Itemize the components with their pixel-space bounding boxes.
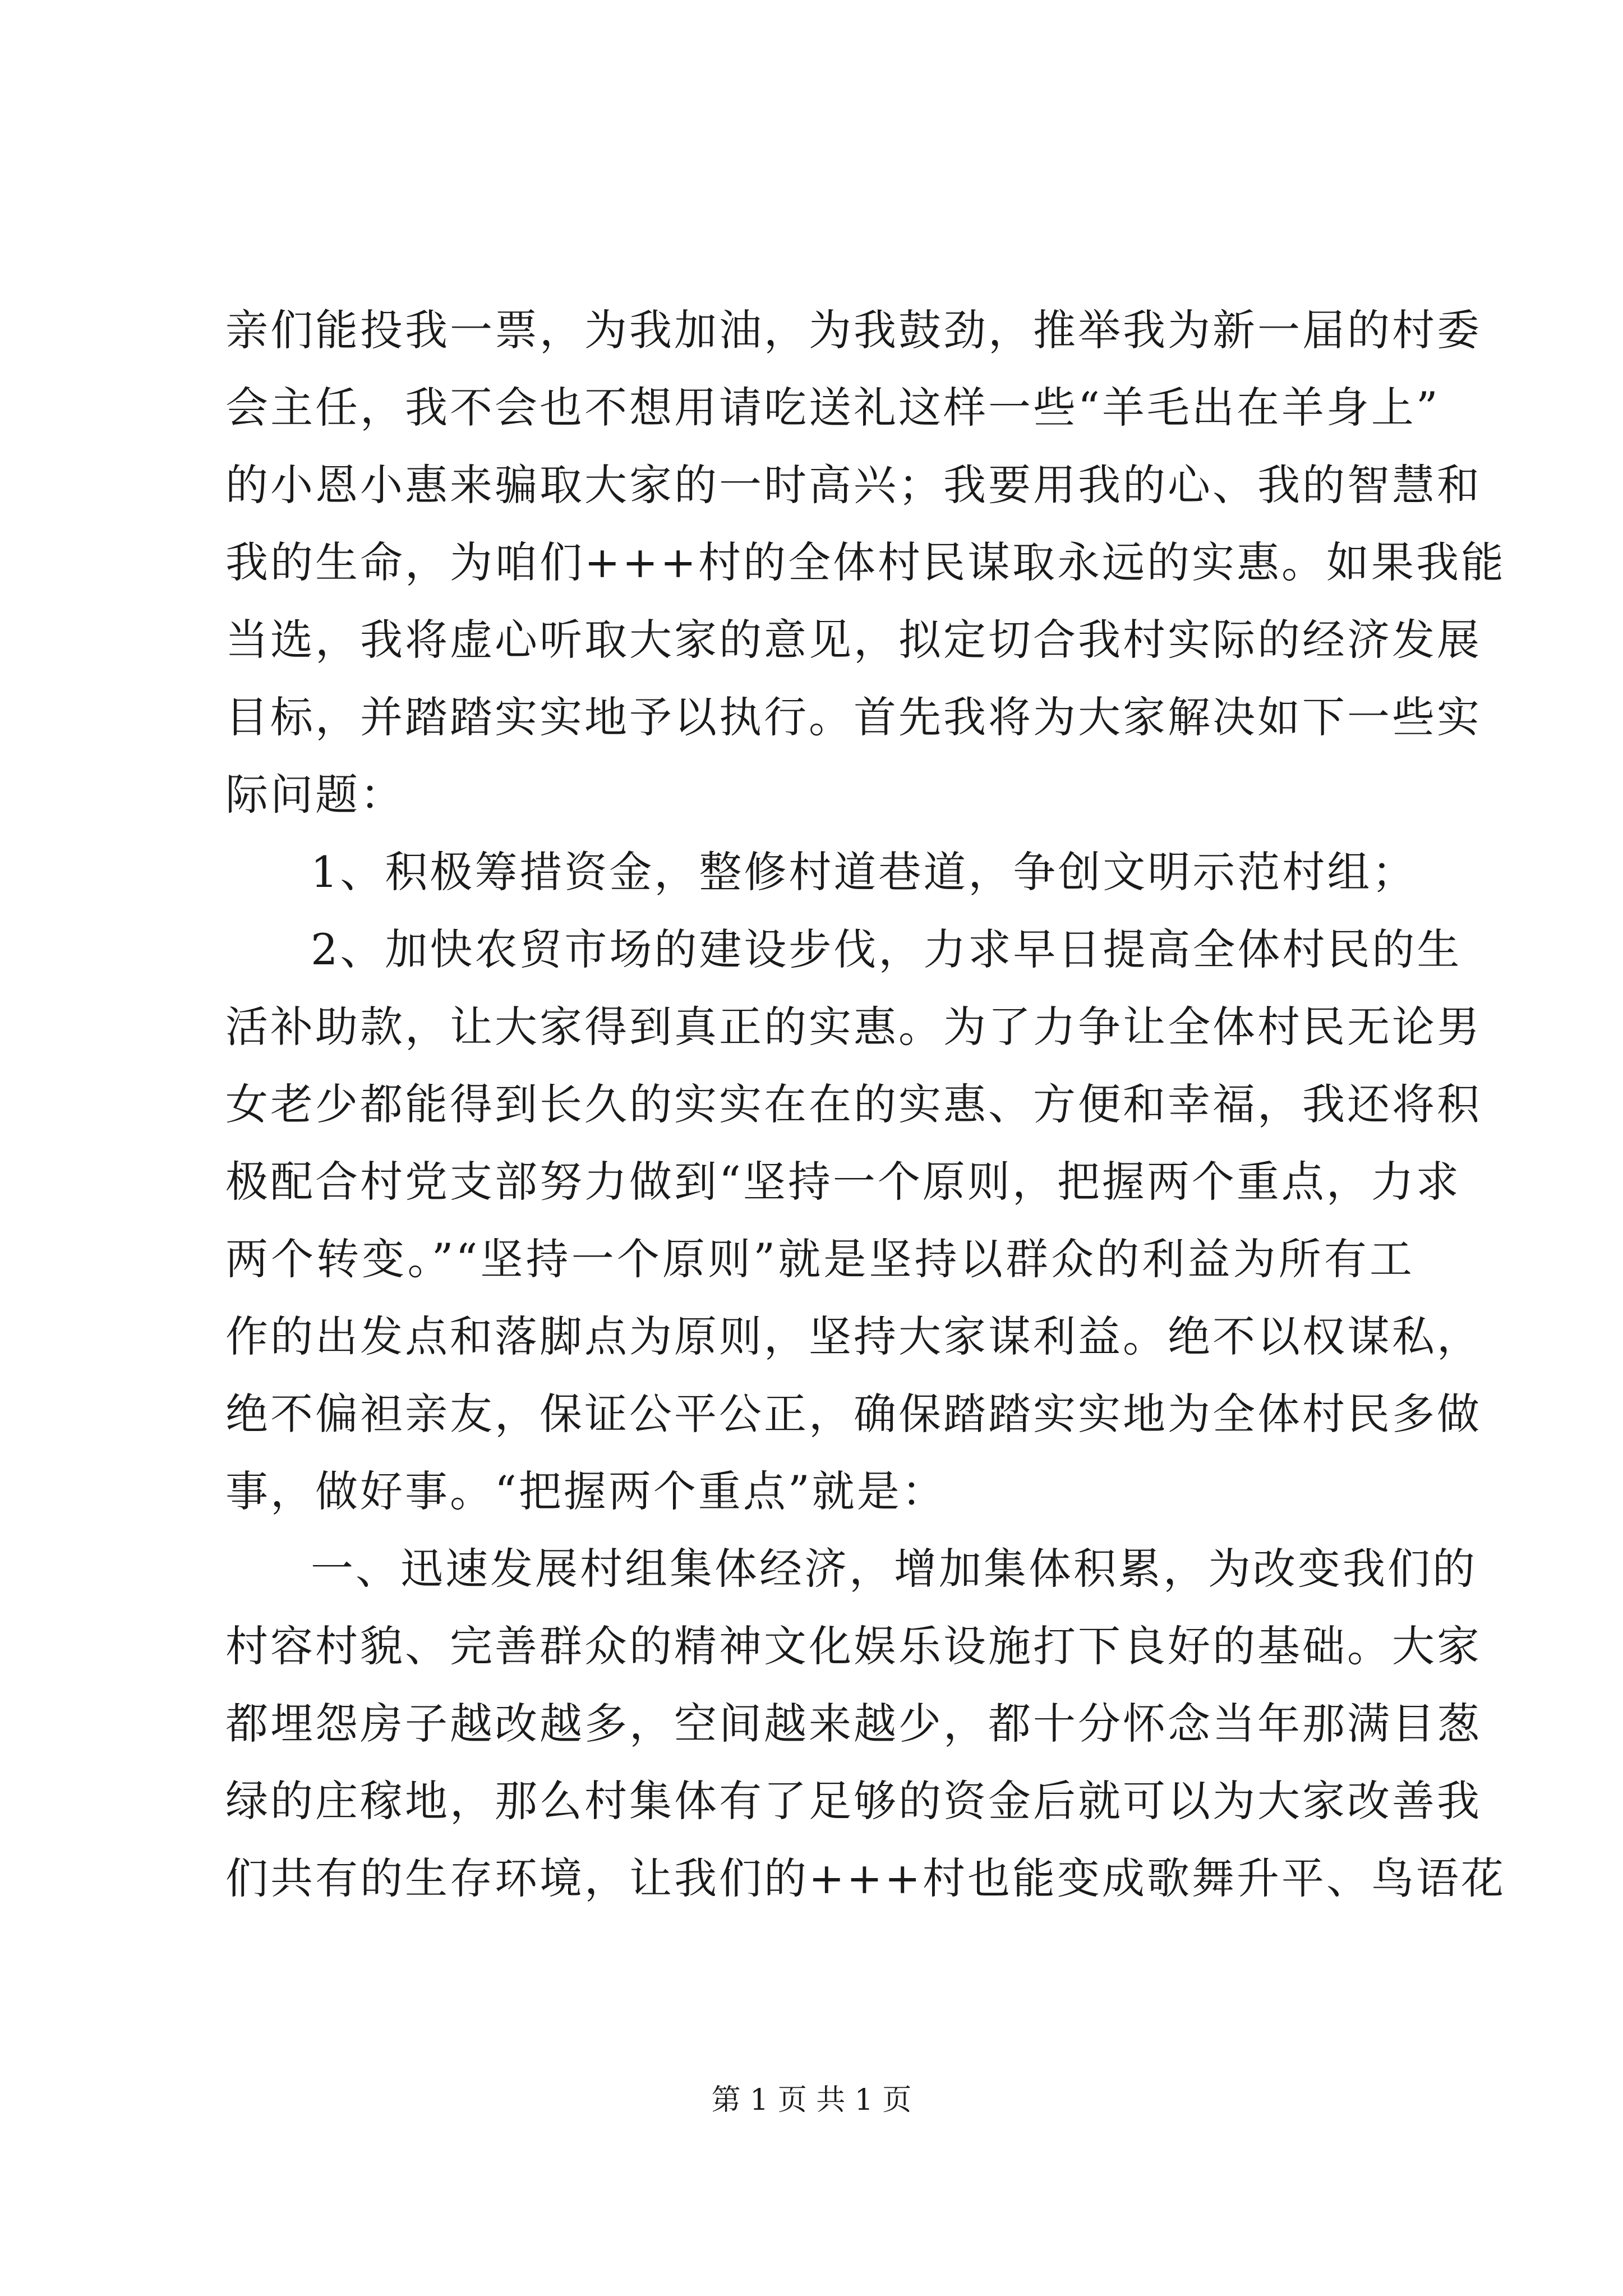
text-line: 目标，并踏踏实实地予以执行。首先我将为大家解决如下一些实 — [225, 692, 1482, 742]
text-line: 绝不偏袒亲友，保证公平公正，确保踏踏实实地为全体村民多做 — [225, 1389, 1482, 1439]
text-line: 绿的庄稼地，那么村集体有了足够的资金后就可以为大家改善我 — [225, 1776, 1482, 1826]
text-line: 活补助款，让大家得到真正的实惠。为了力争让全体村民无论男 — [225, 1002, 1482, 1052]
text-line: 际问题： — [225, 770, 405, 820]
text-line: 们共有的生存环境，让我们的+++村也能变成歌舞升平、鸟语花 — [225, 1853, 1506, 1903]
text-line: 亲们能投我一票，为我加油，为我鼓劲，推举我为新一届的村委 — [225, 305, 1482, 355]
text-line: 女老少都能得到长久的实实在在的实惠、方便和幸福，我还将积 — [225, 1079, 1482, 1129]
text-line: 事，做好事。“把握两个重点”就是： — [225, 1466, 947, 1516]
page-number-footer: 第 1 页 共 1 页 — [711, 2083, 912, 2117]
body-text — [225, 292, 1506, 1917]
text-line: 作的出发点和落脚点为原则，坚持大家谋利益。绝不以权谋私， — [225, 1312, 1482, 1361]
list-item-1: 1、积极筹措资金，整修村道巷道，争创文明示范村组； — [311, 847, 1417, 897]
text-line: 会主任，我不会也不想用请吃送礼这样一些“羊毛出在羊身上” — [225, 383, 1440, 432]
text-line: 都埋怨房子越改越多，空间越来越少，都十分怀念当年那满目葱 — [225, 1699, 1482, 1749]
text-line: 我的生命，为咱们+++村的全体村民谋取永远的实惠。如果我能 — [225, 537, 1506, 587]
text-line: 两个转变。”“坚持一个原则”就是坚持以群众的利益为所有工 — [225, 1234, 1414, 1284]
text-line: 的小恩小惠来骗取大家的一时高兴；我要用我的心、我的智慧和 — [225, 460, 1482, 510]
text-line: 当选，我将虚心听取大家的意见，拟定切合我村实际的经济发展 — [225, 615, 1482, 665]
list-item-2: 2、加快农贸市场的建设步伐，力求早日提高全体村民的生 — [311, 924, 1462, 974]
section-one-paragraph: 一、迅速发展村组集体经济，增加集体积累，为改变我们的 — [311, 1544, 1477, 1594]
text-line: 极配合村党支部努力做到“坚持一个原则，把握两个重点，力求 — [225, 1157, 1461, 1207]
text-line: 村容村貌、完善群众的精神文化娱乐设施打下良好的基础。大家 — [225, 1621, 1482, 1671]
